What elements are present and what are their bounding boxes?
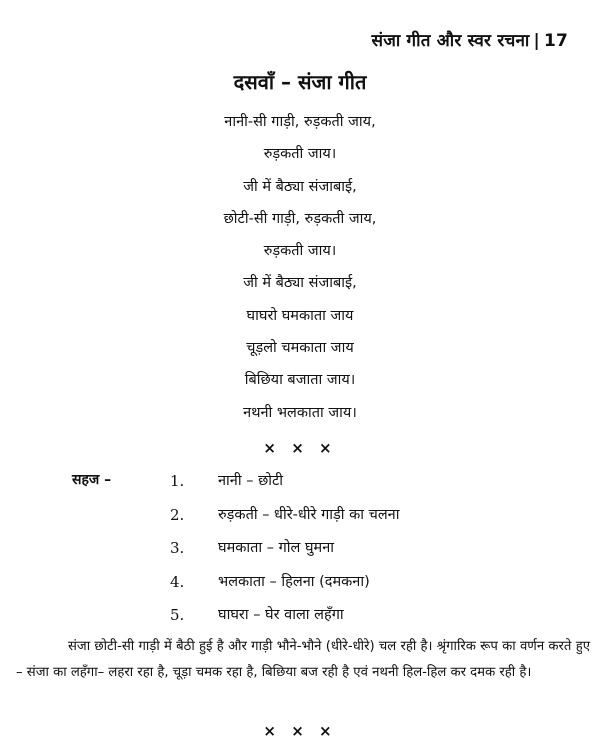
glossary-list xyxy=(0,470,600,638)
poem-line: जी में बैठ्या संजाबाई, xyxy=(243,178,357,195)
poem-line: नथनी भलकाता जाय। xyxy=(243,404,357,421)
summary-paragraph: संजा छोटी-सी गाड़ी में बैठी हुई है और गाड़ी भौने-भौने (धीरे-धीरे) चल रही है। श्रृंगारिक रूप का वर्णन करते हुए – संजा का लहँगा– लहरा रहा है, चूड़ा चमक रहा है, बिछिया बज रही है एवं नथनी हिल-हिल कर दमक रही है। xyxy=(16,639,590,680)
glossary-item xyxy=(0,470,600,504)
glossary-number: 5. xyxy=(170,606,185,624)
glossary-item xyxy=(0,504,600,538)
glossary-number: 1. xyxy=(170,472,185,490)
poem-line: रुड़कती जाय। xyxy=(263,146,337,163)
glossary-text: घमकाता – गोल घुमना xyxy=(218,540,335,556)
running-header-separator: | xyxy=(533,31,540,51)
section-divider: × × × xyxy=(263,722,337,740)
section-divider: × × × xyxy=(263,439,337,457)
poem xyxy=(0,106,600,429)
poem-line: जी में बैठ्या संजाबाई, xyxy=(243,275,357,292)
poem-line: छोटी-सी गाड़ी, रुड़कती जाय, xyxy=(223,210,377,227)
glossary-item xyxy=(0,571,600,605)
glossary-number: 4. xyxy=(170,572,185,591)
poem-line: नानी-सी गाड़ी, रुड़कती जाय, xyxy=(224,114,376,130)
running-header xyxy=(372,28,568,51)
chapter-title: दसवाँ – संजा गीत xyxy=(233,70,367,94)
glossary-text: नानी – छोटी xyxy=(218,473,284,489)
poem-line: रुड़कती जाय। xyxy=(263,243,337,260)
running-header-title: संजा गीत और स्वर रचना xyxy=(371,31,530,51)
glossary-number: 3. xyxy=(170,539,185,557)
glossary-item xyxy=(0,604,600,638)
glossary-text: घाघरा – घेर वाला लहँगा xyxy=(218,607,344,623)
glossary-text: भलकाता – हिलना (दमकना) xyxy=(218,573,370,590)
poem-line: बिछिया बजाता जाय। xyxy=(244,372,356,389)
page-number: 17 xyxy=(543,31,568,51)
glossary-number: 2. xyxy=(170,505,185,524)
poem-line: चूड़लो चमकाता जाय xyxy=(246,340,354,357)
poem-line: घाघरो घमकाता जाय xyxy=(246,307,354,324)
glossary-item xyxy=(0,537,600,571)
glossary-text: रुड़कती – धीरे-धीरे गाड़ी का चलना xyxy=(218,506,400,523)
glossary-label: सहज – xyxy=(72,472,112,488)
